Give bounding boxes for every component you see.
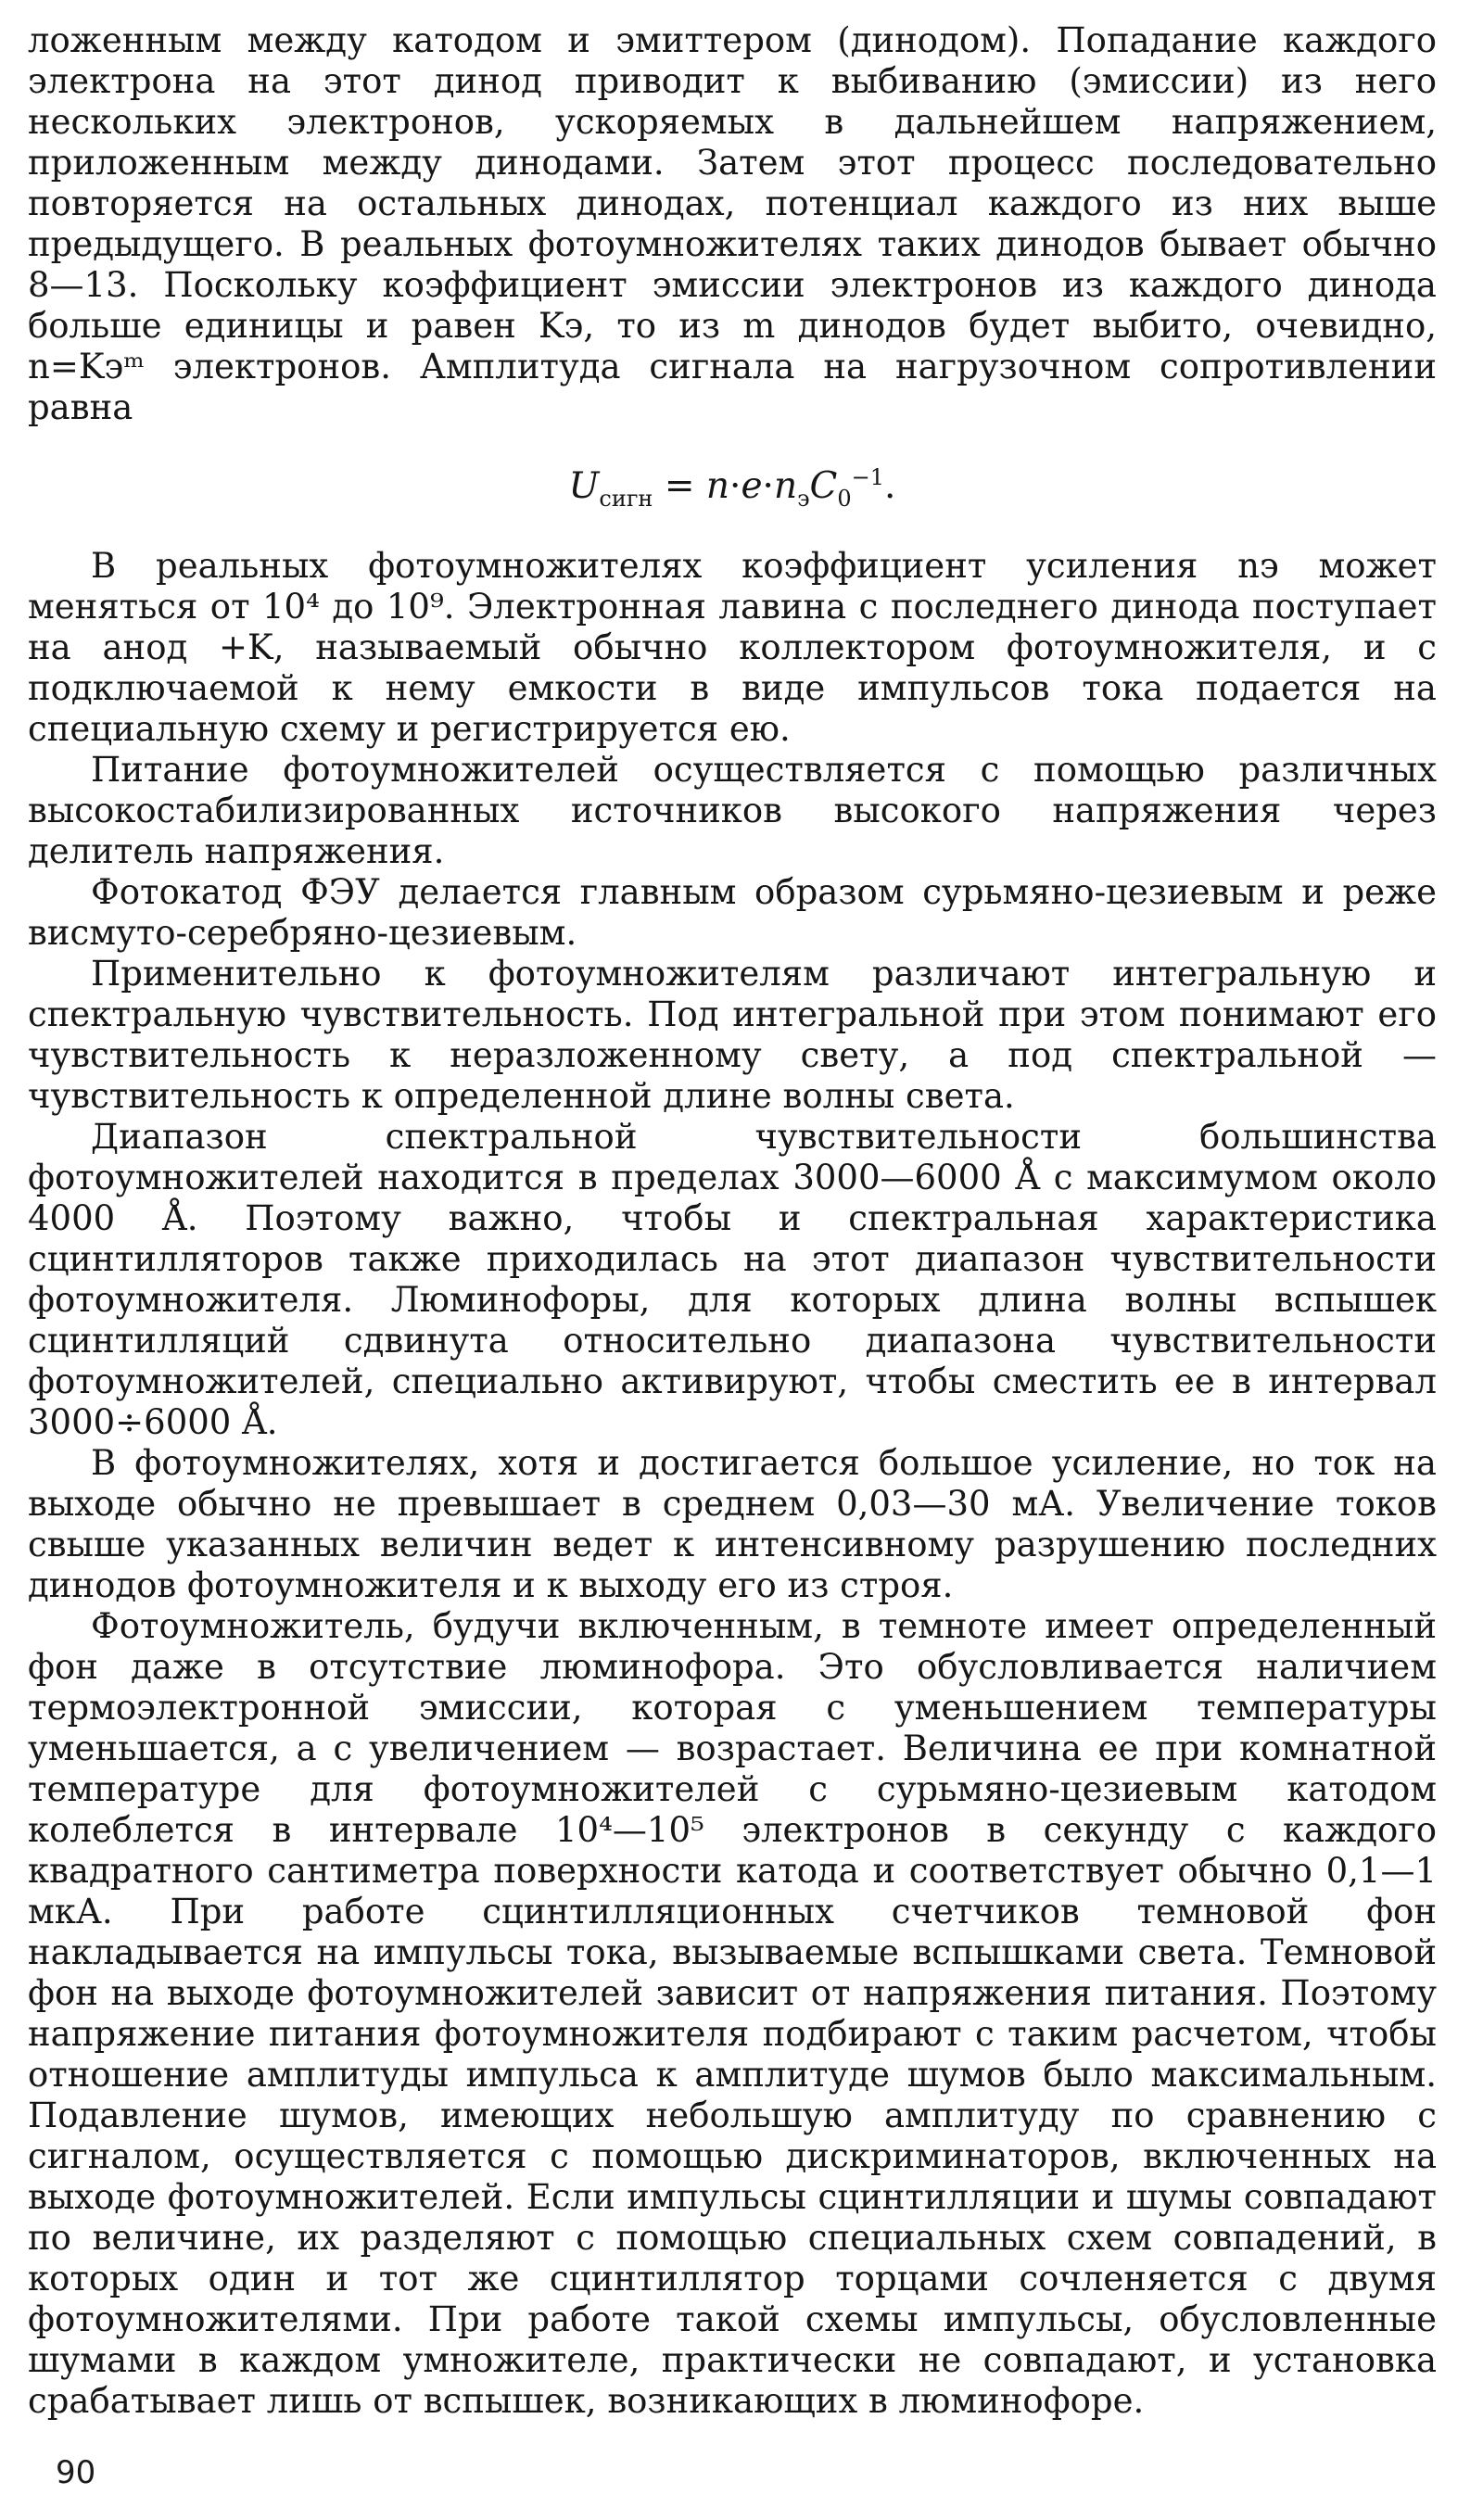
page-number: 90 — [56, 2454, 96, 2491]
formula-ne: n — [773, 465, 798, 507]
formula-ne-subscript: э — [797, 485, 810, 512]
formula-e: e — [741, 465, 763, 507]
paragraph-5: Применительно к фотоумножителям различают интегральную и спектральную чувствительность. Под интегральной при этом понимают его чувствительность к неразложенному свету, а под спектральной — чувствительность к определенной длине волны света. — [28, 953, 1437, 1116]
page-body — [28, 20, 1437, 2422]
formula-equals: = — [653, 465, 706, 507]
formula-n: n — [705, 465, 730, 507]
formula-dot-1: · — [729, 465, 742, 507]
paragraph-2: В реальных фотоумножителях коэффициент усиления nэ может меняться от 10⁴ до 10⁹. Электронная лавина с последнего динода поступает на анод +K, называемый обычно коллектором фотоумножителя, и с подключаемой к нему емкости в виде импульсов тока подается на специальную схему и регистрируется ею. — [28, 545, 1437, 749]
formula-u-subscript: сигн — [599, 485, 653, 512]
formula-c-superscript: −1 — [851, 464, 885, 490]
paragraph-6: Диапазон спектральной чувствительности большинства фотоумножителей находится в пределах 3000—6000 Å с максимумом около 4000 Å. Поэтому важно, чтобы и спектральная характеристика сцинтилляторов также приходилась на этот диапазон чувствительности фотоумножителя. Люминофоры, для которых длина волны вспышек сцинтилляций сдвинута относительно диапазона чувствительности фотоумножителей, специально активируют, чтобы сместить ее в интервал 3000÷6000 Å. — [28, 1116, 1437, 1442]
paragraph-7: В фотоумножителях, хотя и достигается большое усиление, но ток на выходе обычно не превышает в среднем 0,03—30 мА. Увеличение токов свыше указанных величин ведет к интенсивному разрушению последних динодов фотоумножителя и к выходу его из строя. — [28, 1442, 1437, 1605]
paragraph-1: ложенным между катодом и эмиттером (динодом). Попадание каждого электрона на этот динод приводит к выбиванию (эмиссии) из него нескольких электронов, ускоряемых в дальнейшем напряжением, приложенным между динодами. Затем этот процесс последовательно повторяется на остальных динодах, потенциал каждого из них выше предыдущего. В реальных фотоумножителях таких динодов бывает обычно 8—13. Поскольку коэффициент эмиссии электронов из каждого динода больше единицы и равен Kэ, то из m динодов будет выбито, очевидно, n=Kэᵐ электронов. Амплитуда сигнала на нагрузочном сопротивлении равна — [28, 20, 1437, 427]
formula-dot-2: · — [762, 465, 774, 507]
paragraph-3: Питание фотоумножителей осуществляется с помощью различных высокостабилизированных источников высокого напряжения через делитель напряжения. — [28, 749, 1437, 871]
formula-c-subscript: 0 — [837, 485, 852, 512]
formula-u: U — [568, 465, 600, 507]
paragraph-4: Фотокатод ФЭУ делается главным образом сурьмяно-цезиевым и реже висмуто-серебряно-цезиевым. — [28, 871, 1437, 953]
formula-c: C — [809, 465, 838, 507]
paragraph-8: Фотоумножитель, будучи включенным, в темноте имеет определенный фон даже в отсутствие люминофора. Это обусловливается наличием термоэлектронной эмиссии, которая с уменьшением температуры уменьшается, а с увеличением — возрастает. Величина ее при комнатной температуре для фотоумножителей с сурьмяно-цезиевым катодом колеблется в интервале 10⁴—10⁵ электронов в секунду с каждого квадратного сантиметра поверхности катода и соответствует обычно 0,1—1 мкА. При работе сцинтилляционных счетчиков темновой фон накладывается на импульсы тока, вызываемые вспышками света. Темновой фон на выходе фотоумножителей зависит от напряжения питания. Поэтому напряжение питания фотоумножителя подбирают с таким расчетом, чтобы отношение амплитуды импульса к амплитуде шумов было максимальным. Подавление шумов, имеющих небольшую амплитуду по сравнению с сигналом, осуществляется с помощью дискриминаторов, включенных на выходе фотоумножителей. Если импульсы сцинтилляции и шумы совпадают по величине, их разделяют с помощью специальных схем совпадений, в которых один и тот же сцинтиллятор торцами сочленяется с двумя фотоумножителями. При работе такой схемы импульсы, обусловленные шумами в каждом умножителе, практически не совпадают, и установка срабатывает лишь от вспышек, возникающих в люминофоре. — [28, 1605, 1437, 2421]
signal-amplitude-formula — [28, 454, 1437, 522]
formula-end: . — [884, 465, 896, 507]
